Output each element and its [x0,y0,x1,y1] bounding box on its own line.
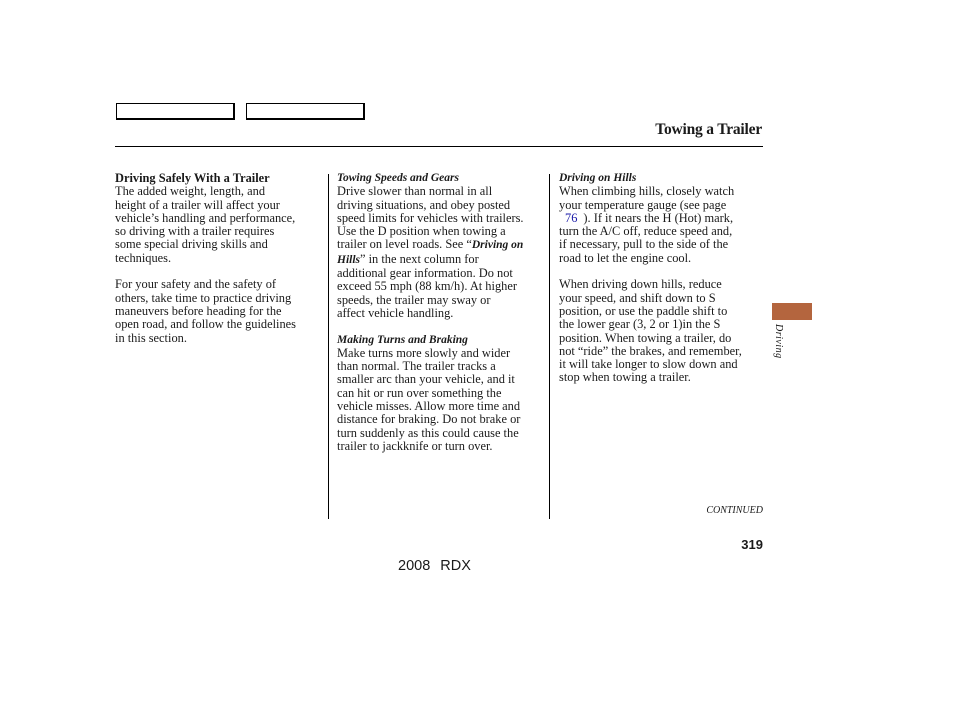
text-line: vehicle misses. Allow more time and [337,399,521,414]
text-line: For your safety and the safety of [115,277,277,292]
model-label: 2008 RDX [398,558,471,574]
next-page-button[interactable] [246,103,365,120]
text-line: your speed, and shift down to S [559,290,716,305]
text-line: others, take time to practice driving [115,290,292,305]
text-line: position. When towing a trailer, do [559,330,732,345]
text-line: turn the A/C off, reduce speed and, [559,224,733,239]
text-line: exceed 55 mph (88 km/h). At higher [337,279,517,294]
text-line: speed limits for vehicles with trailers. [337,210,524,225]
section-heading: Making Turns and Braking [337,333,468,346]
text-line-prefix: trailer on level roads. See “ [337,237,472,252]
text-line: your temperature gauge (see page [559,197,727,212]
text-line: driving situations, and obey posted [337,197,511,212]
text-line: Make turns more slowly and wider [337,345,511,360]
text-line: turn suddenly as this could cause the [337,425,519,440]
text-line: road to let the engine cool. [559,250,692,265]
prev-page-button[interactable] [116,103,235,120]
text-line: techniques. [115,250,172,265]
text-line: distance for braking. Do not brake or [337,412,521,427]
text-line: some special driving skills and [115,237,268,252]
section-heading: Towing Speeds and Gears [337,172,459,184]
text-line: vehicle’s handling and performance, [115,210,296,225]
continued-label: CONTINUED [706,505,763,516]
text-line: When driving down hills, reduce [559,277,722,292]
text-line-rest: ). If it nears the H (Hot) mark, [583,210,734,225]
text-line: smaller arc than your vehicle, and it [337,372,515,387]
text-line-suffix: ” in the next column for [360,251,479,266]
section-heading: Driving on Hills [559,172,637,184]
text-line: not “ride” the brakes, and remember, [559,343,742,358]
text-line [559,212,765,225]
text-line: position, or use the paddle shift to [559,303,728,318]
text-line: height of a trailer will affect your [115,197,280,212]
cross-reference: Hills [337,253,361,266]
column-3 [559,172,765,385]
cross-reference: Driving on [471,239,524,252]
column-2 [337,172,547,453]
text-line: Use the D position when towing a [337,224,506,239]
text-line: it will take longer to slow down and [559,357,738,372]
text-line [337,253,547,267]
text-line: if necessary, pull to the side of the [559,237,729,252]
section-heading: Driving Safely With a Trailer [115,171,270,185]
page-number: 319 [741,537,763,552]
section-tab[interactable] [772,303,812,320]
text-line: stop when towing a trailer. [559,370,691,385]
text-line: maneuvers before heading for the [115,303,282,318]
text-line: speeds, the trailer may sway or [337,292,491,307]
text-line: When climbing hills, closely watch [559,184,735,199]
column-divider [328,174,329,519]
text-line: trailer to jackknife or turn over. [337,438,493,453]
page-title: Towing a Trailer [655,121,762,138]
text-line: Drive slower than normal in all [337,184,493,199]
text-line: can hit or run over something the [337,385,502,400]
text-line: the lower gear (3, 2 or 1)in the S [559,317,721,332]
text-line: affect vehicle handling. [337,305,454,320]
text-line: The added weight, length, and [115,184,266,199]
header-rule [115,146,763,147]
page-link[interactable]: 76 [565,210,578,225]
text-line: than normal. The trailer tracks a [337,359,496,374]
section-tab-label: Driving [773,324,784,359]
text-line [337,238,547,252]
column-1 [115,172,323,345]
text-line: so driving with a trailer requires [115,224,275,239]
text-line: open road, and follow the guidelines [115,317,296,332]
text-line: additional gear information. Do not [337,266,513,281]
text-line: in this section. [115,330,187,345]
column-divider [549,174,550,519]
